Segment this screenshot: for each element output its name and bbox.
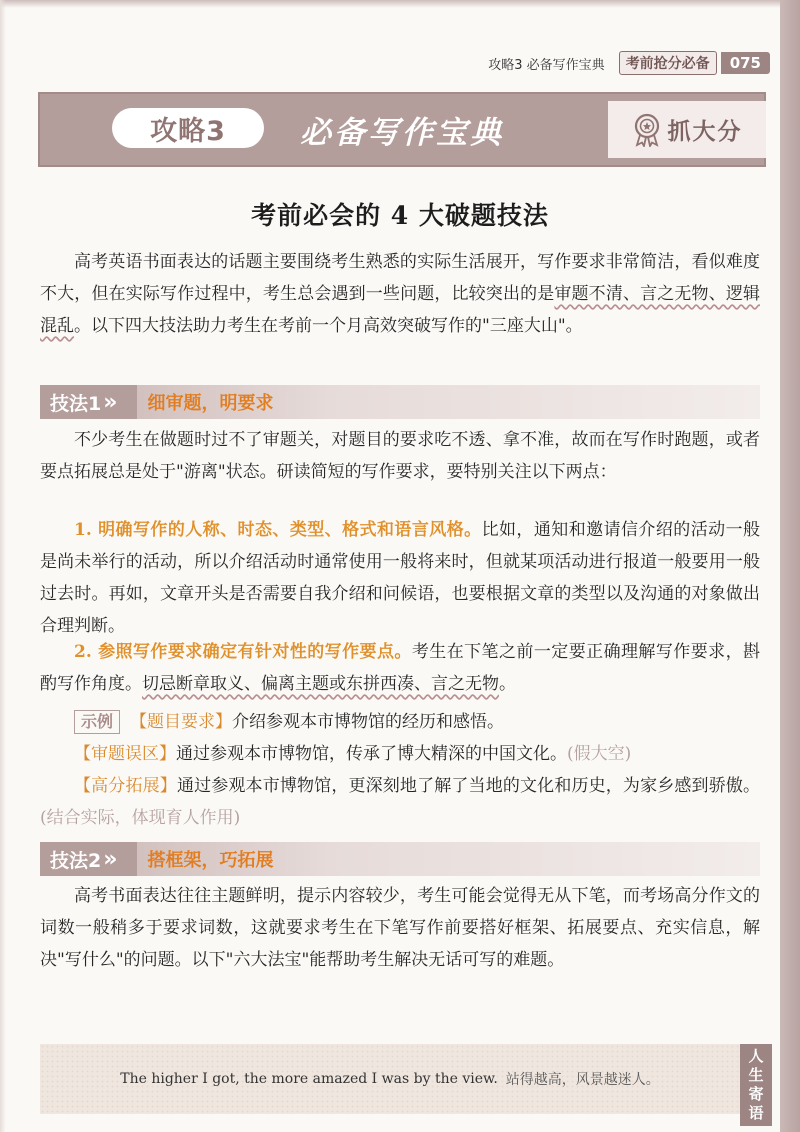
score-badge bbox=[608, 101, 766, 158]
technique1-title: 细审题，明要求 bbox=[147, 393, 274, 414]
mistake-label: 【审题误区】 bbox=[74, 744, 176, 764]
technique1-header bbox=[40, 385, 760, 419]
intro-paragraph bbox=[40, 246, 760, 342]
page-right-edge bbox=[780, 0, 800, 1132]
example-tag: 示例 bbox=[74, 710, 120, 734]
technique1-point1 bbox=[40, 514, 760, 642]
footer-tab-char: 语 bbox=[748, 1104, 764, 1122]
requirement-label: 【题目要求】 bbox=[130, 712, 233, 732]
running-header-tag: 考前抢分必备 bbox=[619, 51, 717, 75]
good-note: (结合实际，体现育人作用) bbox=[40, 808, 241, 828]
technique1-paragraph: 不少考生在做题时过不了审题关，对题目的要求吃不透、拿不准，故而在写作时跑题，或者要点拓展总是处于"游离"状态。研读简短的写作要求，要特别关注以下两点： bbox=[40, 430, 760, 482]
running-header-chapter: 攻略3 必备写作宝典 bbox=[488, 57, 605, 73]
technique1-label bbox=[40, 385, 137, 419]
footer-tab-char: 寄 bbox=[748, 1085, 764, 1103]
chapter-title: 必备写作宝典 bbox=[300, 115, 504, 151]
point1-body: 比如，通知和邀请信介绍的活动一般是尚未举行的活动，所以介绍活动时通常使用一般将来时，但就某项活动进行报道一般要用一般过去时。再如，文章开头是否需要自我介绍和问候语，也要根据文章的类型以及沟通的对象做出合理判断。 bbox=[40, 520, 761, 636]
technique2-label-text: 技法2 bbox=[50, 849, 102, 872]
requirement-text: 介绍参观本市博物馆的经历和感悟。 bbox=[232, 712, 505, 732]
medal-icon bbox=[632, 113, 662, 147]
intro-text-b: 。以下四大技法助力考生在考前一个月高效突破写作的"三座大山"。 bbox=[74, 316, 583, 336]
article-title: 考前必会的 4 大破题技法 bbox=[251, 201, 549, 230]
chapter-pill: 攻略3 bbox=[112, 108, 264, 148]
double-chevron-icon: » bbox=[103, 846, 118, 872]
example-mistake bbox=[40, 738, 760, 770]
technique1-label-text: 技法1 bbox=[50, 392, 102, 415]
score-badge-text: 抓大分 bbox=[667, 118, 743, 145]
point2-end: 。 bbox=[499, 674, 516, 694]
example-requirement bbox=[40, 706, 760, 738]
point1-head: 1. 明确写作的人称、时态、类型、格式和语言风格。 bbox=[74, 520, 482, 540]
quote-english: The higher I got, the more amazed I was by the view. bbox=[120, 1071, 498, 1087]
technique2-paragraph: 高考书面表达往往主题鲜明，提示内容较少，考生可能会觉得无从下笔，而考场高分作文的词数一般稍多于要求词数，这就要求考生在下笔写作前要搭好框架、拓展要点、充实信息，解决"写什么"的问题。以下"六大法宝"能帮助考生解决无话可写的难题。 bbox=[40, 886, 760, 970]
footer-quote-band bbox=[40, 1044, 740, 1114]
technique2-header bbox=[40, 842, 760, 876]
good-label: 【高分拓展】 bbox=[74, 776, 177, 796]
technique2-title: 搭框架，巧拓展 bbox=[147, 850, 274, 871]
intro-text-a: 高考英语书面表达的话题主要围绕考生熟悉的实际生活展开，写作要求非常简洁，看似难度不大，但在实际写作过程中，考生总会遇到一些问题，比较突出的是 bbox=[40, 252, 760, 304]
point2-body: 考生在下笔之前一定要正确理解写作要求，斟酌写作角度。 bbox=[40, 642, 761, 694]
footer-tab-char: 人 bbox=[748, 1047, 764, 1065]
good-text: 通过参观本市博物馆，更深刻地了解了当地的文化和历史，为家乡感到骄傲。 bbox=[176, 776, 761, 796]
page-top-shadow bbox=[0, 0, 800, 8]
mistake-note: (假大空) bbox=[567, 744, 632, 764]
running-header bbox=[440, 50, 770, 76]
double-chevron-icon: » bbox=[103, 389, 118, 415]
intro-highlight: 审题不清、言之无物、逻辑混乱 bbox=[40, 284, 761, 336]
mistake-text: 通过参观本市博物馆，传承了博大精深的中国文化。 bbox=[176, 744, 567, 764]
chapter-banner bbox=[38, 92, 766, 167]
technique1-point2 bbox=[40, 636, 760, 700]
example-good bbox=[40, 770, 760, 834]
point2-head: 2. 参照写作要求确定有针对性的写作要点。 bbox=[74, 642, 412, 662]
page-number: 075 bbox=[721, 52, 770, 74]
footer-tab-char: 生 bbox=[748, 1066, 764, 1084]
quote-chinese: 站得越高，风景越迷人。 bbox=[505, 1072, 660, 1088]
page-left-shadow bbox=[0, 0, 6, 1132]
technique2-label bbox=[40, 842, 137, 876]
point2-highlight: 切忌断章取义、偏离主题或东拼西凑、言之无物 bbox=[142, 674, 499, 694]
footer-side-tab bbox=[740, 1044, 772, 1126]
